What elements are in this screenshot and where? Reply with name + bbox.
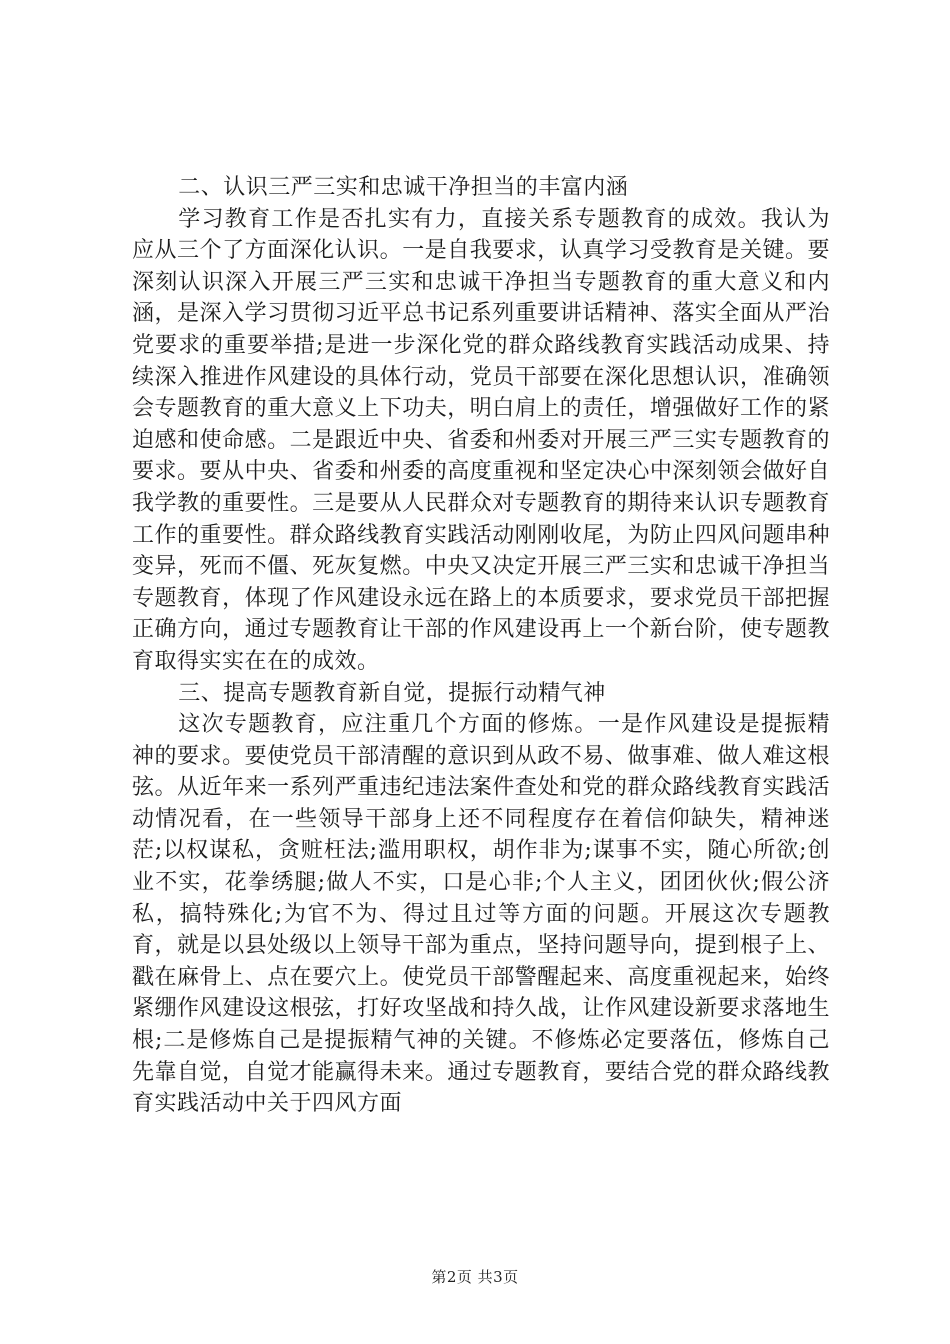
section-heading-3: 三、提高专题教育新自觉，提振行动精气神 [178,680,606,706]
paragraph-cultivation: 这次专题教育，应注重几个方面的修炼。一是作风建设是提振精神的要求。要使党员干部清醒的意识到从政不易、做事难、做人难这根弦。从近年来一系列严重违纪违法案件查处和党的群众路线教育实践活动情况看，在一些领导干部身上还不同程度存在着信仰缺失，精神迷茫;以权谋私，贪赃枉法;滥用职权，胡作非为;谋事不实，随心所欲;创业不实，花拳绣腿;做人不实，口是心非;个人主义，团团伙伙;假公济私，搞特殊化;为官不为、得过且过等方面的问题。开展这次专题教育，就是以县处级以上领导干部为重点，坚持问题导向，提到根子上、戳在麻骨上、点在要穴上。使党员干部警醒起来、高度重视起来，始终紧绷作风建设这根弦，打好攻坚战和持久战，让作风建设新要求落地生根;二是修炼自己是提振精气神的关键。不修炼必定要落伍，修炼自己先靠自觉，自觉才能赢得未来。通过专题教育，要结合党的群众路线教育实践活动中关于四风方面 [132,712,830,1117]
document-body [132,172,830,1120]
paragraph-study-education: 学习教育工作是否扎实有力，直接关系专题教育的成效。我认为应从三个了方面深化认识。一是自我要求，认真学习受教育是关键。要深刻认识深入开展三严三实和忠诚干净担当专题教育的重大意义和内涵，是深入学习贯彻习近平总书记系列重要讲话精神、落实全面从严治党要求的重要举措;是进一步深化党的群众路线教育实践活动成果、持续深入推进作风建设的具体行动，党员干部要在深化思想认识，准确领会专题教育的重大意义上下功夫，明白肩上的责任，增强做好工作的紧迫感和使命感。二是跟近中央、省委和州委对开展三严三实专题教育的要求。要从中央、省委和州委的高度重视和坚定决心中深刻领会做好自我学教的重要性。三是要从人民群众对专题教育的期待来认识专题教育工作的重要性。群众路线教育实践活动刚刚收尾，为防止四风问题串种变异，死而不僵、死灰复燃。中央又决定开展三严三实和忠诚干净担当专题教育，体现了作风建设永远在路上的本质要求，要求党员干部把握正确方向，通过专题教育让干部的作风建设再上一个新台阶，使专题教育取得实实在在的成效。 [132,206,830,674]
section-heading-2: 二、认识三严三实和忠诚干净担当的丰富内涵 [178,175,629,200]
page-number-footer: 第2页 共3页 [431,1268,519,1286]
